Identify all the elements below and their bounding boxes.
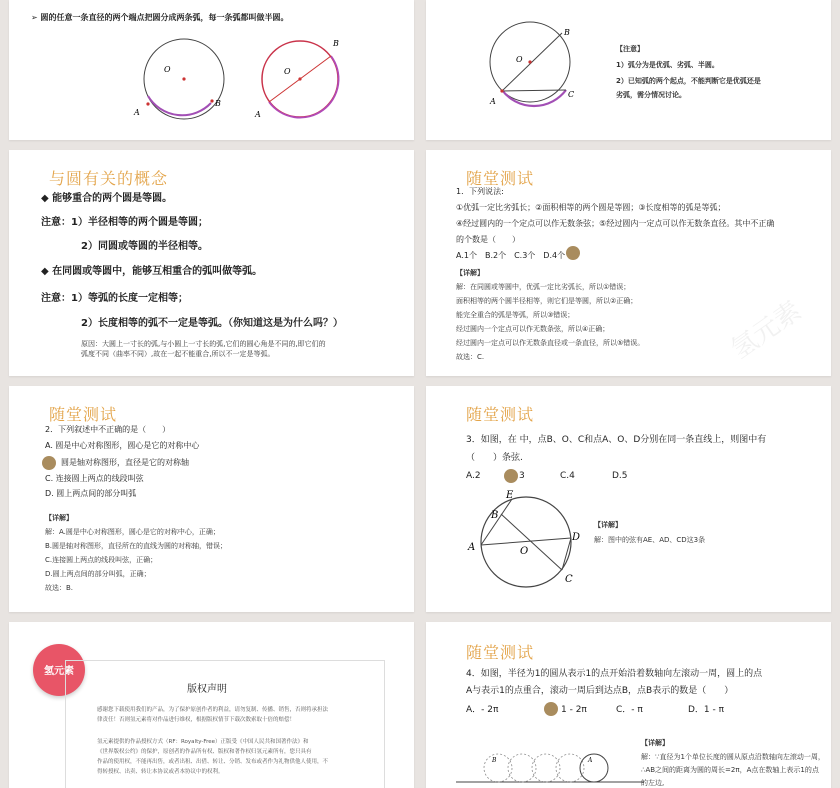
label-c: C (568, 90, 575, 99)
detail-line: 故选：B. (45, 584, 74, 592)
reason-line-1: 原因：大圆上一寸长的弧,与小圆上一寸长的弧,它们的圆心角是不同的,即它们的 (81, 340, 326, 348)
option-c: C. 连接圆上两点的线段叫弦 (45, 474, 144, 483)
copyright-line: 得转授权、出卖、转让本协议或者本协议中的权利。 (97, 769, 224, 775)
label-a: A (255, 110, 261, 119)
detail-line: 经过圆内一个定点可以作无数条弦，所以④正确； (456, 325, 610, 333)
label-a: A (134, 108, 140, 117)
note-2b: 劣弧，需分情况讨论。 (616, 91, 686, 99)
label-c: C (565, 574, 573, 585)
note-radius-equal: 注意：1）半径相等的两个圆是等圆； (41, 217, 208, 228)
copyright-line: 《世界版权公约》的保护，原创者的作品所有权、版权和著作权归氢元素所有，您只具有 (97, 749, 312, 755)
question-1: 1．下列说法: (456, 187, 504, 196)
copyright-title: 版权声明 (187, 684, 227, 695)
copyright-line: 氢元素提供的作品授权方式（RF：Royalty-Free）正版受《中国人民共和国著作法》和 (97, 739, 309, 745)
chord-figure (454, 490, 594, 600)
detail-line: D.圆上两点间的部分叫弧，正确； (45, 570, 151, 578)
option-d: D. 圆上两点间的部分叫弧 (45, 489, 137, 498)
label-b: B (333, 39, 339, 48)
detail-line: B.圆是轴对称图形，直径所在的直线为圆的对称轴，错误； (45, 542, 228, 550)
slide-title: 随堂测试 (466, 643, 535, 662)
question-3-line-1: 3．如图，在 中，点B、O、C和点A、O、D分别在同一条直线上，则图中有 (466, 435, 767, 445)
detail-title: 【详解】 (456, 269, 484, 277)
slide-copyright (9, 622, 414, 788)
detail-line: 经过圆内一定点可以作无数条直径或一条直径，所以⑤错误。 (456, 339, 645, 347)
slide-circle-concepts (9, 150, 414, 376)
detail-line: 能完全重合的弧是等弧，所以③错误； (456, 311, 575, 319)
slide-title: 与圆有关的概念 (49, 169, 169, 188)
concept-equal-circles: ◆ 能够重合的两个圆是等圆。 (41, 193, 173, 204)
answer-marker (544, 702, 558, 716)
detail-line: 故选：C. (456, 353, 485, 361)
slide-semicircle (9, 0, 414, 140)
detail-line: 的左边, (641, 779, 665, 787)
detail-line: 解：A.圆是中心对称图形，圆心是它的对称中心，正确； (45, 528, 220, 536)
slide-title: 随堂测试 (49, 405, 118, 424)
reason-line-2: 弧度不同（曲率不同）,故在一起不能重合,所以不一定是等弧。 (81, 350, 275, 358)
detail-line: 面积相等的两个圆半径相等，则它们是等圆，所以②正确； (456, 297, 638, 305)
slide-title: 随堂测试 (466, 169, 535, 188)
detail-title: 【详解】 (45, 514, 73, 522)
label-o: O (516, 55, 523, 64)
detail-title: 【详解】 (641, 739, 669, 747)
question-3-line-2: （ ）条弦. (466, 453, 523, 463)
question-4-line-2: A与表示1的点重合，滚动一周后到达点B，点B表示的数是（ ） (466, 686, 734, 696)
label-a: A (468, 542, 476, 553)
copyright-line: 律责任！否则氢元素将对作品进行维权，根据版权情节下载次数索取十倍的赔偿！ (97, 717, 296, 723)
option-a: A.2 (466, 471, 481, 481)
semicircle-figures (9, 0, 414, 140)
detail-line: 解：∵直径为1个单位长度的圆从原点沿数轴向左滚动一周， (641, 753, 825, 761)
semicircle-definition: ➢ 圆的任意一条直径的两个端点把圆分成两条弧，每一条弧都叫做半圆。 (31, 13, 289, 22)
slide-quiz-4 (426, 622, 831, 788)
label-o: O (164, 65, 171, 74)
answer-marker (504, 469, 518, 483)
label-a: A (490, 97, 496, 106)
arc-figure (426, 0, 626, 140)
option-a: A. 圆是中心对称图形，圆心是它的对称中心 (45, 441, 200, 450)
note-title: 【注意】 (616, 45, 644, 53)
label-b: B (215, 99, 221, 108)
note-arc-not-equal: 2）长度相等的弧不一定是等弧。（你知道这是为什么吗？） (81, 318, 343, 329)
label-o: O (284, 67, 291, 76)
question-1-line-1: ①优弧一定比劣弧长；②面积相等的两个圆是等圆；③长度相等的弧是等弧； (456, 203, 726, 212)
option-b: 圆是轴对称图形，直径是它的对称轴 (61, 458, 189, 467)
label-e: E (506, 490, 514, 501)
copyright-line: 感谢您下载使用我们的产品，为了保护原创作者的利益，请勿复制、传播、销售，否则将承担法 (97, 707, 329, 713)
label-b: B (491, 510, 499, 521)
option-d: D．1 - π (688, 705, 725, 715)
question-1-line-2: ④经过圆内的一个定点可以作无数条弦；⑤经过圆内一定点可以作无数条直径。其中不正确 (456, 219, 775, 228)
slide-quiz-3 (426, 386, 831, 612)
detail-line: 解：在同圆或等圆中，优弧一定比劣弧长，所以①错误； (456, 283, 631, 291)
copyright-line: 作品的使用权，不能再出售，或者出租、出借、转让、分销、发布或者作为礼物供他人使用，不 (97, 759, 329, 765)
detail-line: 解：图中的弦有AE、AD、CD这3条 (594, 536, 706, 544)
option-b: 1 - 2π (561, 705, 587, 715)
detail-title: 【详解】 (594, 521, 622, 529)
detail-line: ∴AB之间的距离为圆的周长=2π，A点在数轴上表示1的点 (641, 766, 819, 774)
label-o: O (520, 546, 529, 557)
option-b: 3 (519, 471, 525, 481)
note-2a: 2）已知弧的两个起点，不能判断它是优弧还是 (616, 77, 761, 85)
label-b: B (492, 757, 497, 764)
note-radius-same: 2）同圆或等圆的半径相等。 (81, 241, 208, 252)
concept-equal-arcs: ◆ 在同圆或等圆中，能够互相重合的弧叫做等弧。 (41, 266, 263, 277)
slide-title: 随堂测试 (466, 405, 535, 424)
label-d: D (572, 532, 581, 543)
slide-arc-notes (426, 0, 831, 140)
note-arc-length: 注意：1）等弧的长度一定相等； (41, 293, 188, 304)
label-b: B (564, 28, 570, 37)
question-4-line-1: 4．如图，半径为1的圆从表示1的点开始沿着数轴向左滚动一周，圆上的点 (466, 669, 763, 679)
option-d: D.5 (612, 471, 628, 481)
answer-marker (566, 246, 580, 260)
question-2: 2．下列叙述中不正确的是（ ） (45, 425, 171, 434)
rolling-circle-figure (456, 740, 646, 788)
slide-quiz-1 (426, 150, 831, 376)
slide-quiz-2 (9, 386, 414, 612)
question-1-options: A.1个 B.2个 C.3个 D.4个 (456, 251, 566, 260)
note-1: 1）弧分为是优弧、劣弧、半圆。 (616, 61, 719, 69)
label-a: A (588, 757, 593, 764)
detail-line: C.连接圆上两点的线段叫弦，正确； (45, 556, 158, 564)
question-1-line-3: 的个数是（ ） (456, 235, 520, 244)
watermark: 氢元素 (725, 295, 807, 366)
option-a: A．- 2π (466, 705, 499, 715)
option-c: C.4 (560, 471, 575, 481)
option-c: C．- π (616, 705, 643, 715)
answer-marker (42, 456, 56, 470)
logo-text: 氢元素 (44, 666, 74, 677)
